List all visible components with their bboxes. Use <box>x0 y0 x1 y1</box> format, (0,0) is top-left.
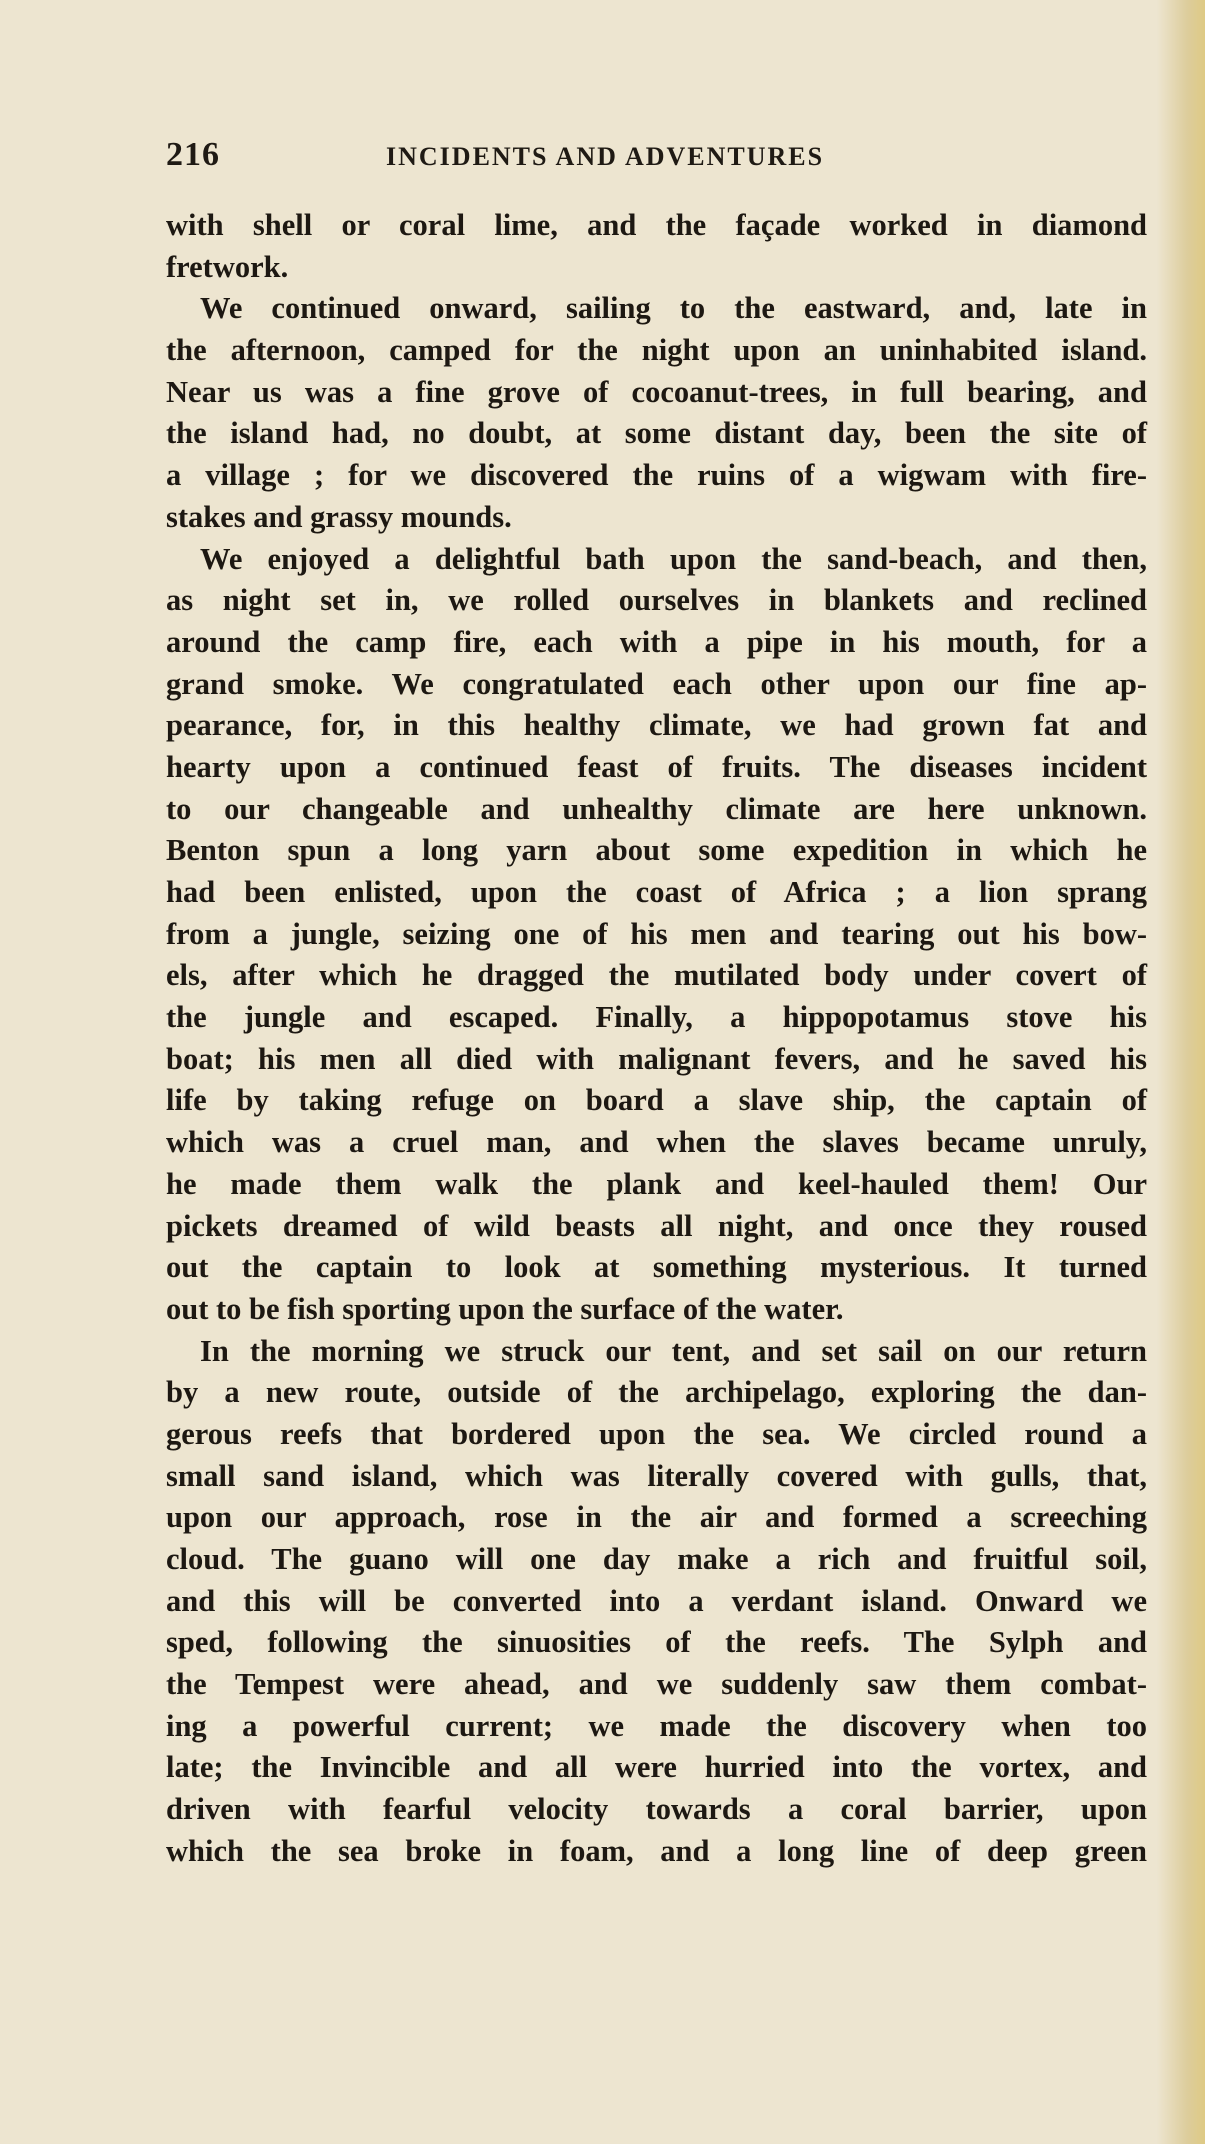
text-line: In the morning we struck our tent, and set sail on our return <box>200 1333 1147 1368</box>
text-line: hearty upon a continued feast of fruits. The diseases incident <box>166 749 1147 784</box>
text-line: We enjoyed a delightful bath upon the sand-beach, and then, <box>200 541 1147 576</box>
text-line: fretwork. <box>166 249 289 284</box>
text-line: he made them walk the plank and keel-hauled them! Our <box>166 1166 1147 1201</box>
text-line: pickets dreamed of wild beasts all night, and once they roused <box>166 1208 1147 1243</box>
running-title: INCIDENTS AND ADVENTURES <box>386 142 825 171</box>
text-line: and this will be converted into a verdant island. Onward we <box>166 1583 1147 1618</box>
text-line: Near us was a fine grove of cocoanut-trees, in full bearing, and <box>166 374 1147 409</box>
text-line: boat; his men all died with malignant fevers, and he saved his <box>166 1041 1147 1076</box>
text-line: upon our approach, rose in the air and formed a screeching <box>166 1500 1147 1535</box>
text-line: late; the Invincible and all were hurried into the vortex, and <box>166 1750 1147 1785</box>
text-line: from a jungle, seizing one of his men and tearing out his bow- <box>166 916 1147 951</box>
text-line: gerous reefs that bordered upon the sea. We circled round a <box>166 1416 1147 1451</box>
text-line: out the captain to look at something mysterious. It turned <box>166 1250 1147 1285</box>
text-line: the jungle and escaped. Finally, a hippopotamus stove his <box>166 1000 1147 1035</box>
text-line: life by taking refuge on board a slave ship, the captain of <box>166 1083 1147 1118</box>
running-head <box>166 136 996 176</box>
text-line: sped, following the sinuosities of the reefs. The Sylph and <box>166 1625 1147 1660</box>
text-line: which the sea broke in foam, and a long line of deep green <box>166 1833 1147 1868</box>
text-line: had been enlisted, upon the coast of Africa ; a lion sprang <box>166 875 1147 909</box>
text-line: stakes and grassy mounds. <box>166 499 512 534</box>
text-line: as night set in, we rolled ourselves in blankets and reclined <box>166 583 1147 618</box>
text-line: small sand island, which was literally covered with gulls, that, <box>166 1458 1147 1493</box>
body-text <box>166 205 1147 1873</box>
text-line: pearance, for, in this healthy climate, we had grown fat and <box>166 708 1147 743</box>
text-line: with shell or coral lime, and the façade worked in diamond <box>166 208 1147 242</box>
text-line: around the camp fire, each with a pipe in his mouth, for a <box>166 624 1147 659</box>
text-line: the Tempest were ahead, and we suddenly saw them combat- <box>166 1667 1147 1702</box>
text-line: to our changeable and unhealthy climate are here unknown. <box>166 791 1147 826</box>
text-line: els, after which he dragged the mutilated body under covert of <box>166 958 1147 993</box>
text-line: We continued onward, sailing to the eastward, and, late in <box>200 291 1147 326</box>
text-line: a village ; for we discovered the ruins of a wigwam with fire- <box>166 458 1147 493</box>
text-line: the afternoon, camped for the night upon an uninhabited island. <box>166 333 1147 368</box>
text-line: Benton spun a long yarn about some expedition in which he <box>166 833 1147 868</box>
text-line: the island had, no doubt, at some distant day, been the site of <box>166 416 1147 451</box>
text-line: ing a powerful current; we made the discovery when too <box>166 1708 1147 1743</box>
text-line: driven with fearful velocity towards a coral barrier, upon <box>166 1792 1147 1827</box>
text-line: grand smoke. We congratulated each other upon our fine ap- <box>166 666 1147 701</box>
text-line: cloud. The guano will one day make a rich and fruitful soil, <box>166 1542 1147 1576</box>
text-line: by a new route, outside of the archipelago, exploring the dan- <box>166 1375 1147 1410</box>
text-line: which was a cruel man, and when the slaves became unruly, <box>166 1125 1147 1160</box>
text-line: out to be fish sporting upon the surface of the water. <box>166 1291 844 1326</box>
page-number: 216 <box>166 136 220 173</box>
